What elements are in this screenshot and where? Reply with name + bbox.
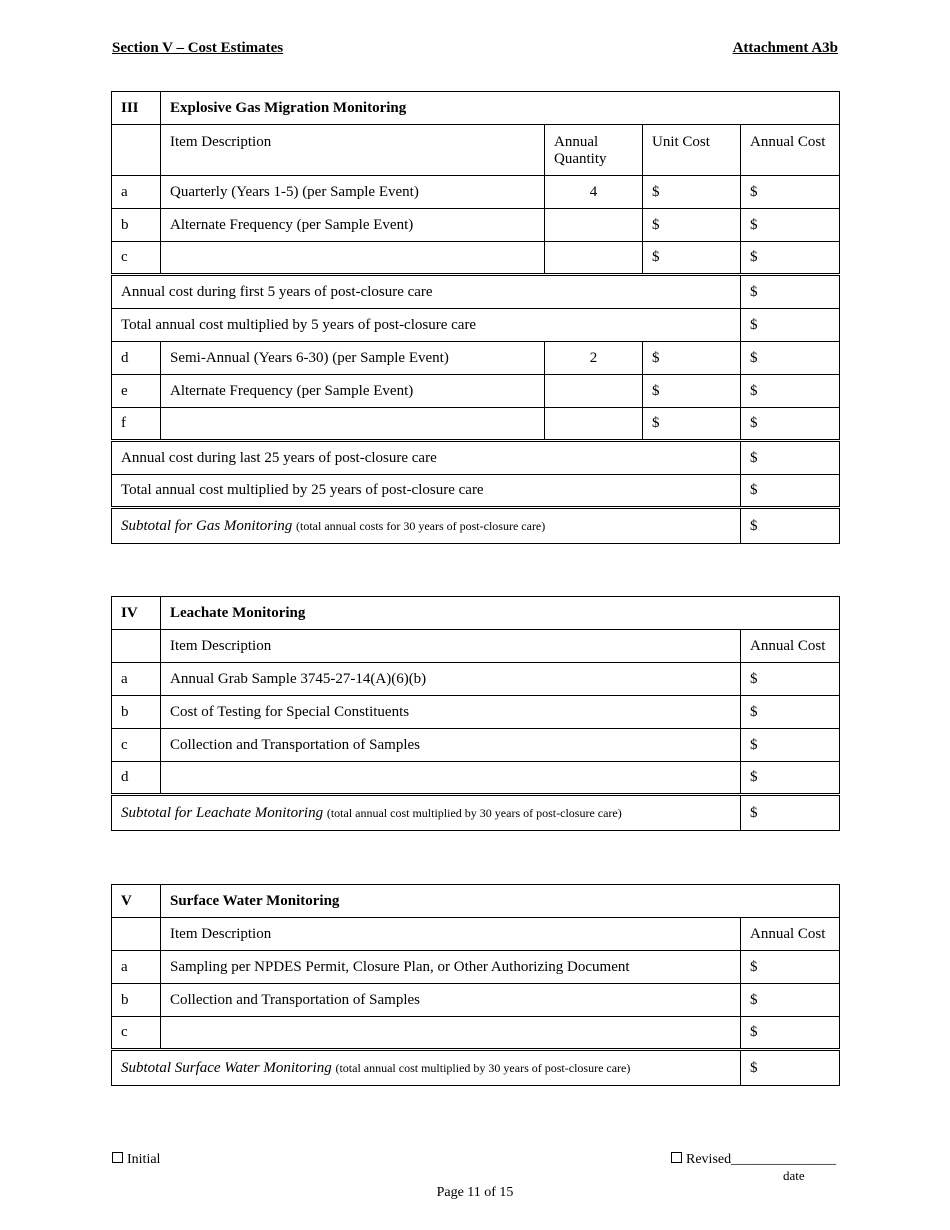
summary-row: [112, 309, 840, 342]
column-header-item: Item Description: [161, 630, 741, 663]
revised-checkbox[interactable]: [671, 1152, 682, 1163]
row-annual-cost: $: [741, 696, 840, 729]
row-letter: a: [112, 951, 161, 984]
leachate-monitoring-table: [111, 596, 840, 831]
row-annual-cost: $: [741, 176, 840, 209]
column-header-item: Item Description: [161, 125, 545, 176]
row-unit-cost: $: [643, 176, 741, 209]
row-letter: c: [112, 1017, 161, 1050]
blank-cell: [112, 918, 161, 951]
row-description: Collection and Transportation of Samples: [161, 729, 741, 762]
row-letter: d: [112, 762, 161, 795]
row-annual-cost: $: [741, 375, 840, 408]
row-quantity: 2: [545, 342, 643, 375]
row-letter: a: [112, 663, 161, 696]
table-row: [112, 342, 840, 375]
row-letter: b: [112, 209, 161, 242]
initial-option: Initial: [112, 1152, 160, 1168]
column-header-annual-cost: Annual Cost: [741, 630, 840, 663]
summary-label: Total annual cost multiplied by 25 years of post-closure care: [112, 475, 741, 508]
subtotal-row: [112, 508, 840, 544]
row-annual-cost: $: [741, 408, 840, 441]
column-header-unit-cost: Unit Cost: [643, 125, 741, 176]
row-quantity: [545, 209, 643, 242]
summary-value: $: [741, 441, 840, 475]
section-number: IV: [112, 597, 161, 630]
section-number: III: [112, 92, 161, 125]
summary-value: $: [741, 309, 840, 342]
row-description: Sampling per NPDES Permit, Closure Plan, or Other Authorizing Document: [161, 951, 741, 984]
row-annual-cost: $: [741, 951, 840, 984]
row-letter: e: [112, 375, 161, 408]
column-header-annual-cost: Annual Cost: [741, 125, 840, 176]
column-header-annual-cost: Annual Cost: [741, 918, 840, 951]
row-description: Alternate Frequency (per Sample Event): [161, 375, 545, 408]
blank-cell: [112, 630, 161, 663]
summary-row: [112, 441, 840, 475]
table-row: [112, 209, 840, 242]
row-unit-cost: $: [643, 209, 741, 242]
table-row: [112, 1017, 840, 1050]
row-unit-cost: $: [643, 408, 741, 441]
row-annual-cost: $: [741, 729, 840, 762]
subtotal-row: [112, 795, 840, 831]
row-annual-cost: $: [741, 242, 840, 275]
gas-monitoring-table: [111, 91, 840, 544]
table-row: [112, 176, 840, 209]
column-header-quantity: Annual Quantity: [545, 125, 643, 176]
row-description: Annual Grab Sample 3745-27-14(A)(6)(b): [161, 663, 741, 696]
row-description: Quarterly (Years 1-5) (per Sample Event): [161, 176, 545, 209]
row-description: Alternate Frequency (per Sample Event): [161, 209, 545, 242]
row-quantity: 4: [545, 176, 643, 209]
subtotal-row: [112, 1050, 840, 1086]
row-annual-cost: $: [741, 1017, 840, 1050]
table-row: [112, 951, 840, 984]
row-annual-cost: $: [741, 342, 840, 375]
row-letter: a: [112, 176, 161, 209]
subtotal-value: $: [741, 1050, 840, 1086]
section-heading: Leachate Monitoring: [161, 597, 840, 630]
row-quantity: [545, 375, 643, 408]
row-letter: b: [112, 696, 161, 729]
table-row: [112, 663, 840, 696]
section-number: V: [112, 885, 161, 918]
table-row: [112, 696, 840, 729]
summary-label: Annual cost during last 25 years of post-closure care: [112, 441, 741, 475]
table-row: [112, 408, 840, 441]
row-description: [161, 1017, 741, 1050]
row-letter: c: [112, 242, 161, 275]
summary-label: Annual cost during first 5 years of post-closure care: [112, 275, 741, 309]
subtotal-value: $: [741, 508, 840, 544]
subtotal-label: Subtotal for Leachate Monitoring (total annual cost multiplied by 30 years of post-closure care): [112, 795, 741, 831]
revised-date-line[interactable]: _______________: [731, 1152, 837, 1167]
subtotal-label: Subtotal for Gas Monitoring (total annual costs for 30 years of post-closure care): [112, 508, 741, 544]
surface-water-monitoring-table: [111, 884, 840, 1086]
row-unit-cost: $: [643, 375, 741, 408]
row-description: Semi-Annual (Years 6-30) (per Sample Event): [161, 342, 545, 375]
page-number: Page 11 of 15: [436, 1185, 514, 1200]
table-row: [112, 242, 840, 275]
row-description: [161, 408, 545, 441]
summary-value: $: [741, 275, 840, 309]
table-row: [112, 729, 840, 762]
initial-checkbox[interactable]: [112, 1152, 123, 1163]
row-annual-cost: $: [741, 209, 840, 242]
row-letter: c: [112, 729, 161, 762]
summary-label: Total annual cost multiplied by 5 years of post-closure care: [112, 309, 741, 342]
row-letter: d: [112, 342, 161, 375]
date-label: date: [783, 1168, 805, 1183]
row-annual-cost: $: [741, 984, 840, 1017]
revised-option: Revised_______________: [671, 1152, 836, 1168]
row-annual-cost: $: [741, 762, 840, 795]
subtotal-value: $: [741, 795, 840, 831]
row-letter: b: [112, 984, 161, 1017]
table-row: [112, 984, 840, 1017]
section-title: Section V – Cost Estimates: [112, 40, 284, 56]
row-description: [161, 762, 741, 795]
table-row: [112, 762, 840, 795]
row-letter: f: [112, 408, 161, 441]
section-heading: Surface Water Monitoring: [161, 885, 840, 918]
blank-cell: [112, 125, 161, 176]
row-unit-cost: $: [643, 242, 741, 275]
section-heading: Explosive Gas Migration Monitoring: [161, 92, 840, 125]
row-description: [161, 242, 545, 275]
attachment-label: Attachment A3b: [732, 40, 838, 56]
summary-row: [112, 275, 840, 309]
subtotal-label: Subtotal Surface Water Monitoring (total annual cost multiplied by 30 years of post-closure care): [112, 1050, 741, 1086]
summary-row: [112, 475, 840, 508]
column-header-item: Item Description: [161, 918, 741, 951]
row-annual-cost: $: [741, 663, 840, 696]
row-description: Cost of Testing for Special Constituents: [161, 696, 741, 729]
summary-value: $: [741, 475, 840, 508]
table-row: [112, 375, 840, 408]
row-quantity: [545, 408, 643, 441]
row-quantity: [545, 242, 643, 275]
row-unit-cost: $: [643, 342, 741, 375]
row-description: Collection and Transportation of Samples: [161, 984, 741, 1017]
